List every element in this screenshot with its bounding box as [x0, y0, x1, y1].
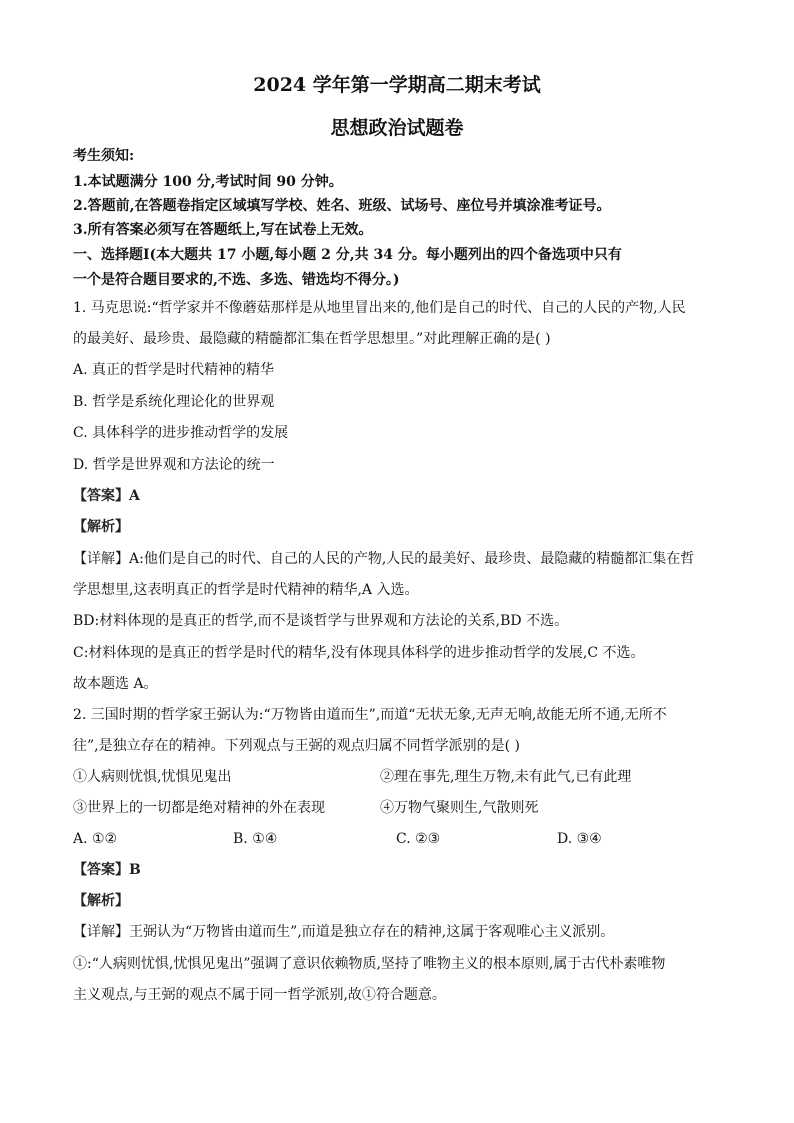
question-2-statement: ②理在事先,理生万物,未有此气,已有此理 — [380, 769, 632, 785]
answer-text: 【答案】A — [73, 488, 140, 504]
notice-item: 1.本试题满分 100 分,考试时间 90 分钟。 — [73, 174, 343, 190]
question-2-choice-d: D. ③④ — [557, 831, 602, 847]
notice-heading: 考生须知: — [73, 148, 135, 164]
question-2-stem-cont: 往”,是独立存在的精神。下列观点与王弼的观点归属不同哲学派别的是( ) — [73, 738, 520, 754]
question-2-choice-b: B. ①④ — [233, 831, 278, 847]
exam-title: 2024 学年第一学期高二期末考试 — [253, 74, 541, 96]
question-2-choice-c: C. ②③ — [396, 831, 441, 847]
question-2-statement: ③世界上的一切都是绝对精神的外在表现 — [73, 800, 325, 816]
question-1-option-b: B. 哲学是系统化理论化的世界观 — [73, 394, 275, 410]
question-1-analysis-label: 【解析】 — [73, 519, 129, 535]
question-1-conclusion: 故本题选 A。 — [73, 676, 158, 692]
notice-item: 3.所有答案必须写在答题纸上,写在试卷上无效。 — [73, 222, 373, 238]
section-heading: 一、选择题Ⅰ(本大题共 17 小题,每小题 2 分,共 34 分。每小题列出的四个备选项中只有 — [73, 247, 622, 263]
section-heading-cont: 一个是符合题目要求的,不选、多选、错选均不得分。) — [73, 272, 400, 288]
question-2-detail: 主义观点,与王弼的观点不属于同一哲学派别,故①符合题意。 — [73, 987, 446, 1003]
question-1-detail: BD:材料体现的是真正的哲学,而不是谈哲学与世界观和方法论的关系,BD 不选。 — [73, 613, 569, 629]
question-1-answer — [73, 486, 723, 506]
question-2-detail: 【详解】王弼认为“万物皆由道而生”,而道是独立存在的精神,这属于客观唯心主义派别。 — [73, 924, 615, 940]
question-1-stem-cont: 的最美好、最珍贵、最隐藏的精髓都汇集在哲学思想里。”对此理解正确的是( ) — [73, 331, 551, 347]
question-1-detail: 学思想里,这表明真正的哲学是时代精神的精华,A 入选。 — [73, 582, 419, 598]
notice-item: 2.答题前,在答题卷指定区域填写学校、姓名、班级、试场号、座位号并填涂准考证号。 — [73, 198, 611, 214]
question-2-statement: ①人病则忧惧,忧惧见鬼出 — [73, 769, 232, 785]
question-2-statement: ④万物气聚则生,气散则死 — [380, 800, 539, 816]
question-2-detail: ①:“人病则忧惧,忧惧见鬼出”强调了意识依赖物质,坚持了唯物主义的根本原则,属于古代朴素唯物 — [73, 956, 666, 972]
exam-subtitle: 思想政治试题卷 — [330, 117, 464, 139]
question-1-detail: C:材料体现的是真正的哲学是时代的精华,没有体现具体科学的进步推动哲学的发展,C 不选。 — [73, 645, 645, 661]
question-1-stem: 1. 马克思说:“哲学家并不像蘑菇那样是从地里冒出来的,他们是自己的时代、自己的人民的产物,人民 — [73, 300, 686, 316]
question-2-analysis-label: 【解析】 — [73, 893, 129, 909]
question-1-option-d: D. 哲学是世界观和方法论的统一 — [73, 457, 275, 473]
question-2-answer: 【答案】B — [73, 862, 141, 878]
question-1-option-a: A. 真正的哲学是时代精神的精华 — [73, 362, 275, 378]
question-2-stem: 2. 三国时期的哲学家王弼认为:“万物皆由道而生”,而道“无状无象,无声无响,故能无所不通,无所不 — [73, 707, 667, 723]
question-2-choice-a: A. ①② — [73, 831, 118, 847]
question-1-detail: 【详解】A:他们是自己的时代、自己的人民的产物,人民的最美好、最珍贵、最隐藏的精髓都汇集在哲 — [73, 551, 695, 567]
question-1-option-c: C. 具体科学的进步推动哲学的发展 — [73, 425, 289, 441]
